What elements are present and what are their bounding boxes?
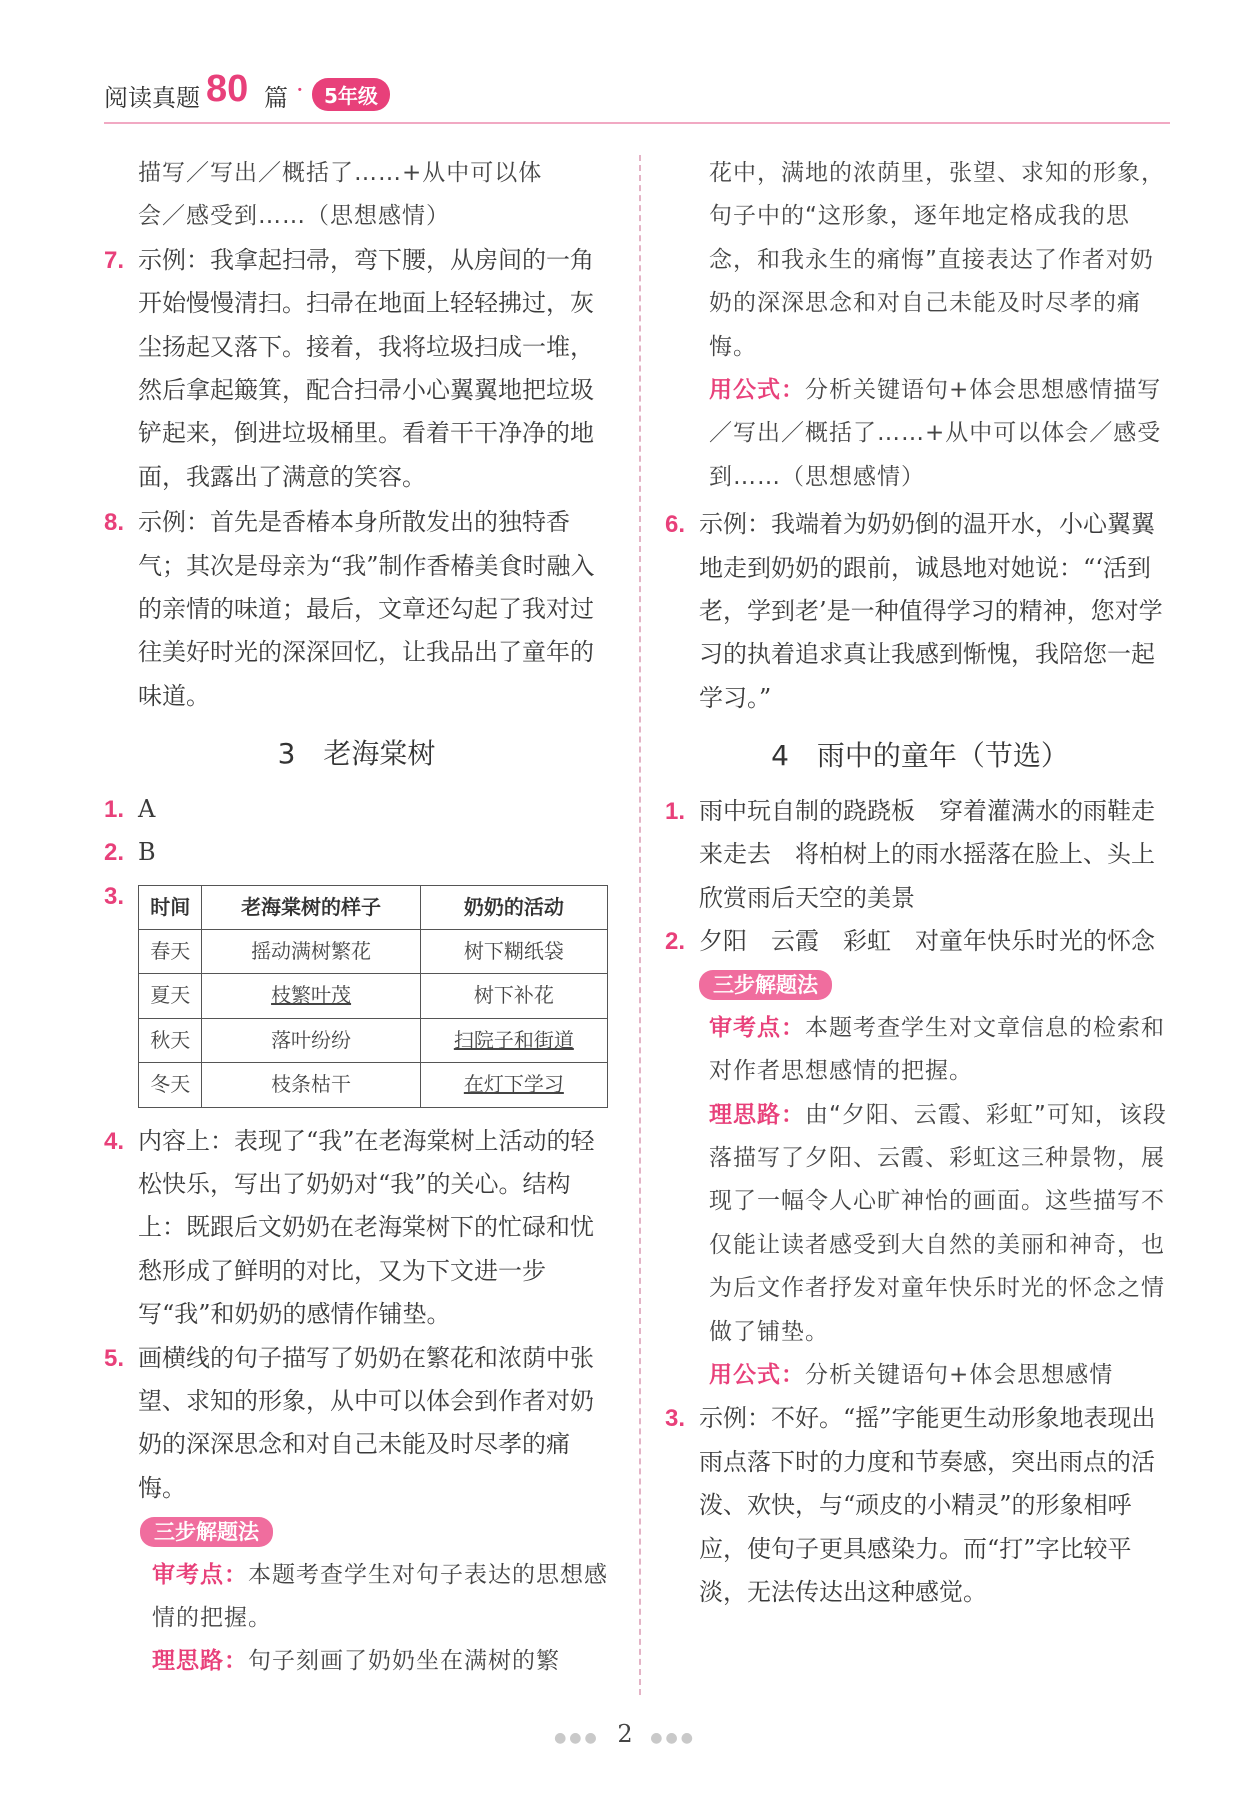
table-header: 时间	[139, 885, 202, 929]
book-unit: 篇	[264, 84, 288, 112]
answer-number: 7.	[104, 246, 125, 274]
section-title-3: 3 老海棠树	[277, 737, 436, 771]
shen-text: 本题考查学生对句子表达的思想感情的把握。	[152, 1561, 608, 1631]
formula-label: 用公式：	[709, 1361, 805, 1388]
page-number: 2	[617, 1720, 633, 1748]
table-row	[139, 1063, 608, 1107]
table-cell: 扫院子和街道	[420, 1018, 607, 1062]
book-number: 80	[206, 68, 249, 110]
answer-text: B	[138, 838, 156, 867]
li-text: 句子刻画了奶奶坐在满树的繁	[248, 1648, 560, 1675]
table-cell: 秋天	[139, 1018, 202, 1062]
book-title: 阅读真题	[104, 84, 200, 112]
answer-2	[104, 831, 609, 874]
shen-kao-dian	[104, 1554, 609, 1641]
shen-kao-dian	[665, 1007, 1175, 1094]
answer-number: 2.	[104, 839, 125, 867]
three-step-badge: 三步解题法	[140, 1517, 273, 1547]
answer-3-right	[665, 1397, 1175, 1614]
formula-text: 分析关键语句+体会思想感情描写／写出／概括了……+从中可以体会／感受到……（思想感情）	[709, 377, 1162, 490]
answer-6	[665, 503, 1175, 720]
answer-5	[104, 1337, 609, 1511]
table-header-row	[139, 885, 608, 929]
answer-7	[104, 239, 609, 499]
answer-text: 示例：我端着为奶奶倒的温开水，小心翼翼地走到奶奶的跟前，诚恳地对她说：“‘活到老，学到老’是一种值得学习的精神，您对学习的执着追求真让我感到惭愧，我陪您一起学习。”	[699, 510, 1163, 712]
li-label: 理思路：	[152, 1648, 248, 1675]
formula-block-2	[665, 1354, 1175, 1397]
answer-text: 画横线的句子描写了奶奶在繁花和浓荫中张望、求知的形象，从中可以体会到作者对奶奶的深深思念和对自己未能及时尽孝的痛悔。	[138, 1343, 594, 1502]
answer-text: 内容上：表现了“我”在老海棠树上活动的轻松快乐，写出了奶奶对“我”的关心。结构上：既跟后文奶奶在老海棠树下的忙碌和忧愁形成了鲜明的对比，又为下文进一步写“我”和奶奶的感情作铺垫。	[138, 1126, 595, 1329]
page-footer	[0, 1720, 1250, 1748]
formula-text: 分析关键语句+体会思想感情	[805, 1361, 1114, 1388]
table-cell: 冬天	[139, 1063, 202, 1107]
answer-text: 示例：首先是香椿本身所散发出的独特香气；其次是母亲为“我”制作香椿美食时融入的亲情的味道；最后，文章还勾起了我对过往美好时光的深深回忆，让我品出了童年的味道。	[138, 508, 595, 710]
li-continuation: 花中，满地的浓荫里，张望、求知的形象，句子中的“这形象，逐年地定格成我的思念，和我永生的痛悔”直接表达了作者对奶奶的深深思念和对自己未能及时尽孝的痛悔。	[709, 160, 1165, 360]
li-si-lu	[665, 1094, 1175, 1354]
formula-block	[665, 369, 1175, 499]
table-header: 老海棠树的样子	[202, 885, 420, 929]
table-row	[139, 929, 608, 973]
formula-line-2: 会／感受到……（思想感情）	[138, 203, 450, 230]
table-cell: 在灯下学习	[420, 1063, 607, 1107]
answer-8	[104, 501, 609, 718]
answer-text: A	[138, 794, 156, 823]
answer-text: 示例：不好。“摇”字能更生动形象地表现出雨点落下时的力度和节奏感，突出雨点的活泼、欢快，与“顽皮的小精灵”的形象相呼应，使句子更具感染力。而“打”字比较平淡，无法传达出这种感觉。	[699, 1404, 1156, 1606]
shen-label: 审考点：	[152, 1561, 248, 1588]
answer-number: 1.	[665, 797, 686, 825]
table-header: 奶奶的活动	[420, 885, 607, 929]
right-column	[665, 152, 1179, 1614]
grade-badge: 5年级	[312, 78, 390, 111]
answer-number: 1.	[104, 795, 125, 823]
header-divider	[104, 122, 1170, 124]
section-title-4: 4 雨中的童年（节选）	[771, 739, 1069, 773]
answer-number: 2.	[665, 927, 686, 955]
answer-2-right	[665, 920, 1175, 963]
left-column	[104, 152, 609, 1684]
footer-dots-left: ●●●	[554, 1730, 600, 1746]
li-label: 理思路：	[709, 1101, 805, 1128]
answer-number: 4.	[104, 1127, 125, 1155]
li-text: 由“夕阳、云霞、彩虹”可知，该段落描写了夕阳、云霞、彩虹这三种景物，展现了一幅令人心旷神怡的画面。这些描写不仅能让读者感受到大自然的美丽和神奇，也为后文作者抒发对童年快乐时光的怀念之情做了铺垫。	[709, 1101, 1167, 1345]
page-header	[104, 70, 1170, 114]
answer-number: 5.	[104, 1344, 125, 1372]
li-si-lu	[104, 1640, 609, 1683]
table-cell: 树下补花	[420, 974, 607, 1018]
table-row	[139, 1018, 608, 1062]
answer-number: 3.	[665, 1405, 686, 1433]
answer-3	[104, 875, 609, 1098]
table-row	[139, 974, 608, 1018]
table-cell: 落叶纷纷	[202, 1018, 420, 1062]
answer-number: 6.	[665, 511, 686, 539]
answer-number: 8.	[104, 509, 125, 537]
answer-4	[104, 1120, 609, 1337]
formula-label: 用公式：	[709, 377, 805, 404]
shen-label: 审考点：	[709, 1014, 805, 1041]
formula-continuation	[90, 152, 609, 239]
answer-1	[104, 788, 609, 831]
table-cell: 夏天	[139, 974, 202, 1018]
answer-text: 雨中玩自制的跷跷板 穿着灌满水的雨鞋走来走去 将柏树上的雨水摇落在脸上、头上 欣赏雨后天空的美景	[699, 796, 1179, 912]
shen-text: 本题考查学生对文章信息的检索和对作者思想感情的把握。	[709, 1014, 1165, 1085]
answer-text: 示例：我拿起扫帚，弯下腰，从房间的一角开始慢慢清扫。扫帚在地面上轻轻拂过，灰尘扬起又落下。接着，我将垃圾扫成一堆，然后拿起簸箕，配合扫帚小心翼翼地把垃圾铲起来，倒进垃圾桶里。看着干干净净的地面，我露出了满意的笑容。	[138, 245, 594, 491]
column-divider	[639, 155, 641, 1695]
haitang-table	[138, 885, 608, 1108]
table-cell: 枝繁叶茂	[202, 974, 420, 1018]
table-cell: 树下糊纸袋	[420, 929, 607, 973]
answer-text: 夕阳 云霞 彩虹 对童年快乐时光的怀念	[699, 926, 1155, 955]
header-dot: ·	[296, 76, 304, 104]
answer-number: 3.	[104, 882, 125, 910]
answer-1-right	[665, 790, 1179, 920]
footer-dots-right: ●●●	[650, 1730, 696, 1746]
table-cell: 摇动满树繁花	[202, 929, 420, 973]
three-step-badge: 三步解题法	[699, 970, 832, 1000]
table-cell: 枝条枯干	[202, 1063, 420, 1107]
table-cell: 春天	[139, 929, 202, 973]
formula-line-1: 描写／写出／概括了……+从中可以体	[138, 160, 543, 186]
